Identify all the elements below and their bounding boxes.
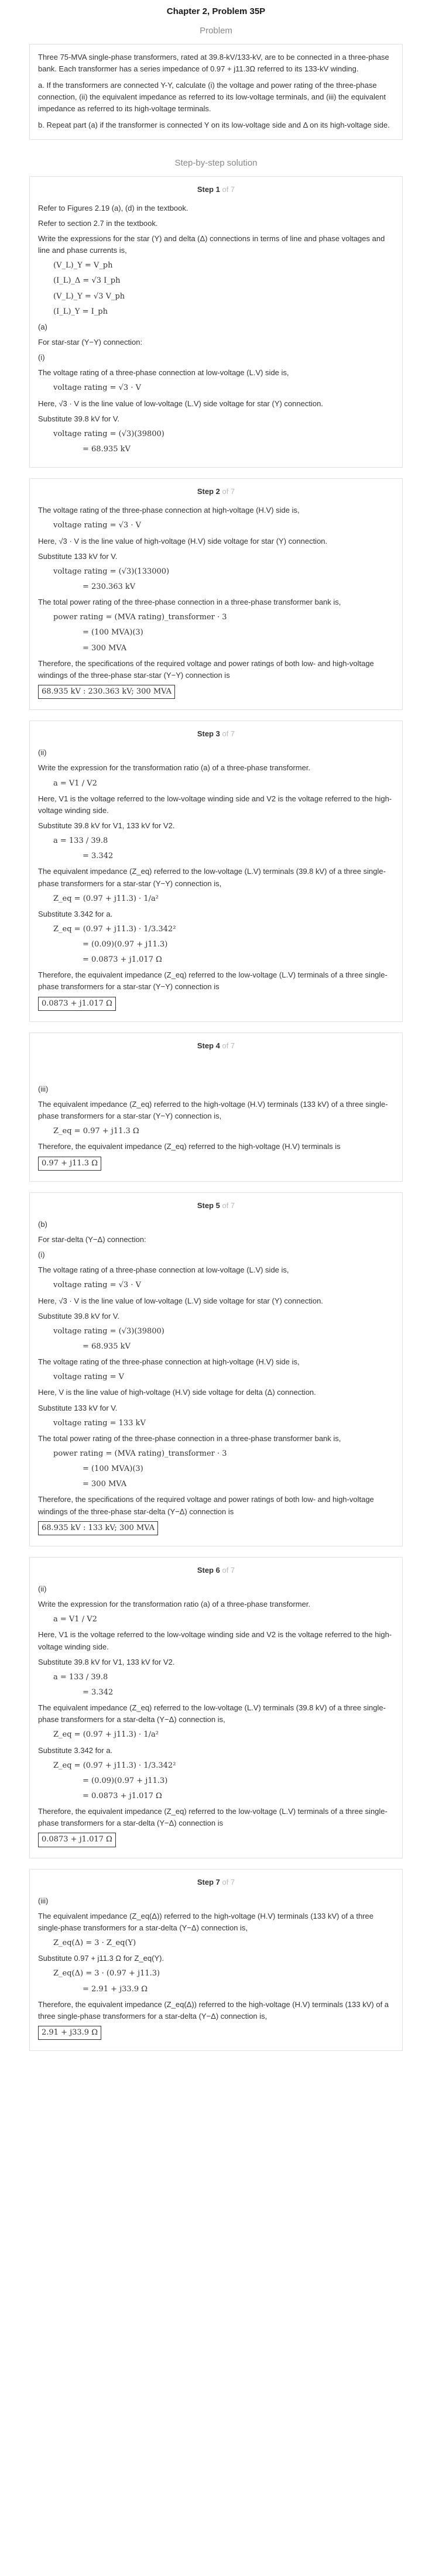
step-card-5	[29, 1192, 403, 1546]
step-text: The voltage rating of the three-phase connection at high-voltage (H.V) side is,	[38, 506, 300, 515]
step-equation: a = V1 / V2	[53, 1615, 97, 1624]
step-text: (ii)	[38, 748, 47, 757]
step-header	[38, 486, 394, 498]
step-equation: (V_L)_Y = √3 V_ph	[53, 291, 125, 301]
step-text: For star-delta (Y−Δ) connection:	[38, 1235, 146, 1244]
answer-box: 0.0873 + j1.017 Ω	[38, 1833, 116, 1847]
step-text: Here, √3 · V is the line value of low-voltage (L.V) side voltage for star (Y) connection.	[38, 399, 323, 408]
step-card-6	[29, 1557, 403, 1858]
step-equation: power rating = (MVA rating)_transformer · 3	[53, 613, 227, 622]
step-equation: = 2.91 + j33.9 Ω	[83, 1984, 148, 1994]
step-text: Substitute 133 kV for V.	[38, 1403, 118, 1412]
problem-part-b: b. Repeat part (a) if the transformer is connected Y on its low-voltage side and Δ on its high-voltage side.	[38, 121, 390, 130]
step-equation: voltage rating = V	[53, 1373, 125, 1382]
page-header	[0, 0, 432, 22]
step-equation: (I_L)_Y = I_ph	[53, 307, 108, 316]
step-count: of 7	[222, 1041, 235, 1050]
step-text: Substitute 39.8 kV for V1, 133 kV for V2.	[38, 1657, 175, 1666]
step-card-2	[29, 478, 403, 710]
step-text: (b)	[38, 1219, 47, 1229]
step-text: The equivalent impedance (Z_eq) referred to the high-voltage (H.V) terminals (133 kV) of a three single-phase transformers for a star-star (Y−Y) connection is,	[38, 1100, 388, 1121]
step-equation: = 0.0873 + j1.017 Ω	[83, 955, 162, 965]
step-text: Substitute 39.8 kV for V1, 133 kV for V2.	[38, 821, 175, 830]
problem-statement: Three 75-MVA single-phase transformers, rated at 39.8-kV/133-kV, are to be connected in a three-phase bank. Each transformer has a series impedance of 0.97 + j11.3Ω referred to its 133-kV winding.	[38, 52, 389, 73]
step-text: Write the expression for the transformation ratio (a) of a three-phase transformer.	[38, 1600, 311, 1609]
step-count: of 7	[222, 1565, 235, 1575]
step-equation: = 300 MVA	[83, 1480, 127, 1489]
step-equation: (I_L)_Δ = √3 I_ph	[53, 276, 121, 286]
step-equation: power rating = (MVA rating)_transformer · 3	[53, 1449, 227, 1458]
step-text: The voltage rating of a three-phase connection at low-voltage (L.V) side is,	[38, 368, 289, 378]
step-equation: = 300 MVA	[83, 643, 127, 653]
step-equation: Z_eq = (0.97 + j11.3) · 1/3.342²	[53, 1761, 176, 1770]
step-label: Step 4	[197, 1041, 220, 1050]
chapter-title: Chapter 2, Problem 35P	[166, 6, 266, 16]
step-text: Therefore, the equivalent impedance (Z_eq) referred to the high-voltage (H.V) terminals is	[38, 1142, 341, 1151]
answer-box: 68.935 kV : 133 kV; 300 MVA	[38, 1521, 158, 1535]
step-text: Substitute 133 kV for V.	[38, 551, 118, 561]
step-equation: Z_eq = (0.97 + j11.3) · 1/3.342²	[53, 924, 176, 934]
step-equation: = 3.342	[83, 852, 114, 861]
step-equation: voltage rating = 133 kV	[53, 1418, 146, 1428]
problem-card	[29, 44, 403, 140]
problem-heading: Problem	[200, 26, 232, 36]
step-header	[38, 1040, 394, 1052]
step-text: For star-star (Y−Y) connection:	[38, 338, 143, 347]
step-label: Step 1	[197, 184, 220, 194]
step-text: The equivalent impedance (Z_eq) referred to the low-voltage (L.V) terminals (39.8 kV) of a three single-phase transformers for a star-delta (Y−Δ) connection is,	[38, 1703, 386, 1724]
step-equation: voltage rating = √3 · V	[53, 383, 141, 393]
step-header	[38, 1877, 394, 1888]
step-text: Here, V1 is the voltage referred to the low-voltage winding side and V2 is the voltage referred to the high-voltage winding side.	[38, 1630, 392, 1651]
step-label: Step 3	[197, 729, 220, 739]
step-label: Step 7	[197, 1877, 220, 1886]
step-equation: voltage rating = (√3)(39800)	[53, 429, 164, 438]
step-text: The equivalent impedance (Z_eq) referred to the low-voltage (L.V) terminals (39.8 kV) of a three single-phase transformers for a star-star (Y−Y) connection is,	[38, 867, 386, 888]
step-header	[38, 1565, 394, 1576]
step-equation: voltage rating = √3 · V	[53, 521, 141, 530]
step-equation: = 0.0873 + j1.017 Ω	[83, 1791, 162, 1800]
step-text: (i)	[38, 1250, 45, 1260]
step-equation: a = V1 / V2	[53, 778, 97, 788]
step-text: Therefore, the specifications of the required voltage and power ratings of both low- and high-voltage windings of the three-phase star-delta (Y−Δ) connection is	[38, 1495, 374, 1516]
step-header	[38, 1200, 394, 1212]
step-text: Substitute 39.8 kV for V.	[38, 414, 119, 423]
step-header	[38, 184, 394, 195]
step-text: Here, V is the line value of high-voltage (H.V) side voltage for delta (Δ) connection.	[38, 1388, 316, 1397]
step-text: Therefore, the specifications of the required voltage and power ratings of both low- and high-voltage windings of the three-phase star-star (Y−Y) connection is	[38, 658, 374, 680]
step-label: Step 2	[197, 487, 220, 496]
step-text: (a)	[38, 322, 47, 331]
step-text: Therefore, the equivalent impedance (Z_eq(Δ)) referred to the high-voltage (H.V) terminals (133 kV) of a three single-phase transformers for a star-delta (Y−Δ) connection is,	[38, 1999, 389, 2021]
step-card-4	[29, 1033, 403, 1182]
step-text: (iii)	[38, 1084, 49, 1093]
step-text: Here, √3 · V is the line value of low-voltage (L.V) side voltage for star (Y) connection.	[38, 1296, 323, 1305]
step-count: of 7	[222, 1200, 235, 1210]
step-equation: voltage rating = √3 · V	[53, 1281, 141, 1290]
step-text: The total power rating of the three-phase connection in a three-phase transformer bank is,	[38, 1433, 341, 1443]
step-text: The voltage rating of the three-phase connection at high-voltage (H.V) side is,	[38, 1357, 300, 1367]
step-text: The voltage rating of a three-phase connection at low-voltage (L.V) side is,	[38, 1265, 289, 1275]
step-equation: voltage rating = (√3)(133000)	[53, 567, 170, 576]
step-equation: = 3.342	[83, 1687, 114, 1697]
step-text: Therefore, the equivalent impedance (Z_eq) referred to the low-voltage (L.V) terminals of a three single-phase transformers for a star-delta (Y−Δ) connection is	[38, 1807, 388, 1828]
step-count: of 7	[222, 487, 235, 496]
step-card-1	[29, 176, 403, 468]
step-equation: Z_eq(Δ) = 3 · (0.97 + j11.3)	[53, 1969, 160, 1978]
step-text: The equivalent impedance (Z_eq(Δ)) referred to the high-voltage (H.V) terminals (133 kV) of a three single-phase transformers for a star-delta (Y−Δ) connection is,	[38, 1911, 374, 1932]
answer-box: 2.91 + j33.9 Ω	[38, 2026, 101, 2040]
step-text: Refer to section 2.7 in the textbook.	[38, 218, 158, 228]
step-equation: Z_eq(Δ) = 3 · Z_eq(Y)	[53, 1939, 136, 1948]
step-text: (ii)	[38, 1584, 47, 1593]
step-text: Substitute 3.342 for a.	[38, 909, 113, 918]
step-text: Here, V1 is the voltage referred to the low-voltage winding side and V2 is the voltage referred to the high-voltage winding side.	[38, 794, 392, 815]
step-equation: Z_eq = 0.97 + j11.3 Ω	[53, 1127, 139, 1136]
solution-heading: Step-by-step solution	[174, 158, 258, 169]
problem-part-a: a. If the transformers are connected Y-Y, calculate (i) the voltage and power rating of the three-phase connection, (ii) the equivalent impedance as referred to its low-voltage terminals, and (iii) the equivalent impedance as referred to its high-voltage terminals.	[38, 80, 386, 114]
step-text: Substitute 39.8 kV for V.	[38, 1311, 119, 1320]
step-equation: = 68.935 kV	[83, 444, 131, 454]
step-equation: Z_eq = (0.97 + j11.3) · 1/a²	[53, 894, 159, 903]
step-equation: Z_eq = (0.97 + j11.3) · 1/a²	[53, 1730, 159, 1740]
step-card-3	[29, 721, 403, 1022]
step-equation: = 230.363 kV	[83, 582, 136, 591]
step-text: (iii)	[38, 1896, 49, 1905]
step-text: Write the expressions for the star (Y) and delta (Δ) connections in terms of line and phase voltages and line and phase currents is,	[38, 234, 385, 255]
step-equation: = (0.09)(0.97 + j11.3)	[83, 940, 168, 949]
step-text: Therefore, the equivalent impedance (Z_eq) referred to the low-voltage (L.V) terminals of a three single-phase transformers for a star-star (Y−Y) connection is	[38, 970, 388, 992]
step-equation: a = 133 / 39.8	[53, 836, 108, 846]
step-label: Step 6	[197, 1565, 220, 1575]
answer-box: 0.0873 + j1.017 Ω	[38, 997, 116, 1011]
step-card-7	[29, 1869, 403, 2052]
step-header	[38, 728, 394, 740]
step-text: (i)	[38, 353, 45, 362]
step-equation: (V_L)_Y = V_ph	[53, 261, 113, 270]
step-equation: voltage rating = (√3)(39800)	[53, 1326, 164, 1336]
step-text: The total power rating of the three-phase connection in a three-phase transformer bank is,	[38, 598, 341, 607]
step-text: Substitute 3.342 for a.	[38, 1745, 113, 1755]
step-equation: = 68.935 kV	[83, 1342, 131, 1352]
step-count: of 7	[222, 729, 235, 739]
step-equation: = (0.09)(0.97 + j11.3)	[83, 1776, 168, 1785]
step-count: of 7	[222, 1877, 235, 1886]
answer-box: 68.935 kV : 230.363 kV; 300 MVA	[38, 685, 175, 699]
step-equation: = (100 MVA)(3)	[83, 628, 143, 637]
step-label: Step 5	[197, 1200, 220, 1210]
step-equation: a = 133 / 39.8	[53, 1672, 108, 1682]
step-count: of 7	[222, 184, 235, 194]
step-equation: = (100 MVA)(3)	[83, 1464, 143, 1474]
step-text: Write the expression for the transformation ratio (a) of a three-phase transformer.	[38, 763, 311, 773]
answer-box: 0.97 + j11.3 Ω	[38, 1157, 101, 1171]
step-text: Substitute 0.97 + j11.3 Ω for Z_eq(Y).	[38, 1954, 164, 1963]
step-text: Here, √3 · V is the line value of high-voltage (H.V) side voltage for star (Y) connection.	[38, 536, 328, 546]
step-text: Refer to Figures 2.19 (a), (d) in the textbook.	[38, 203, 188, 212]
